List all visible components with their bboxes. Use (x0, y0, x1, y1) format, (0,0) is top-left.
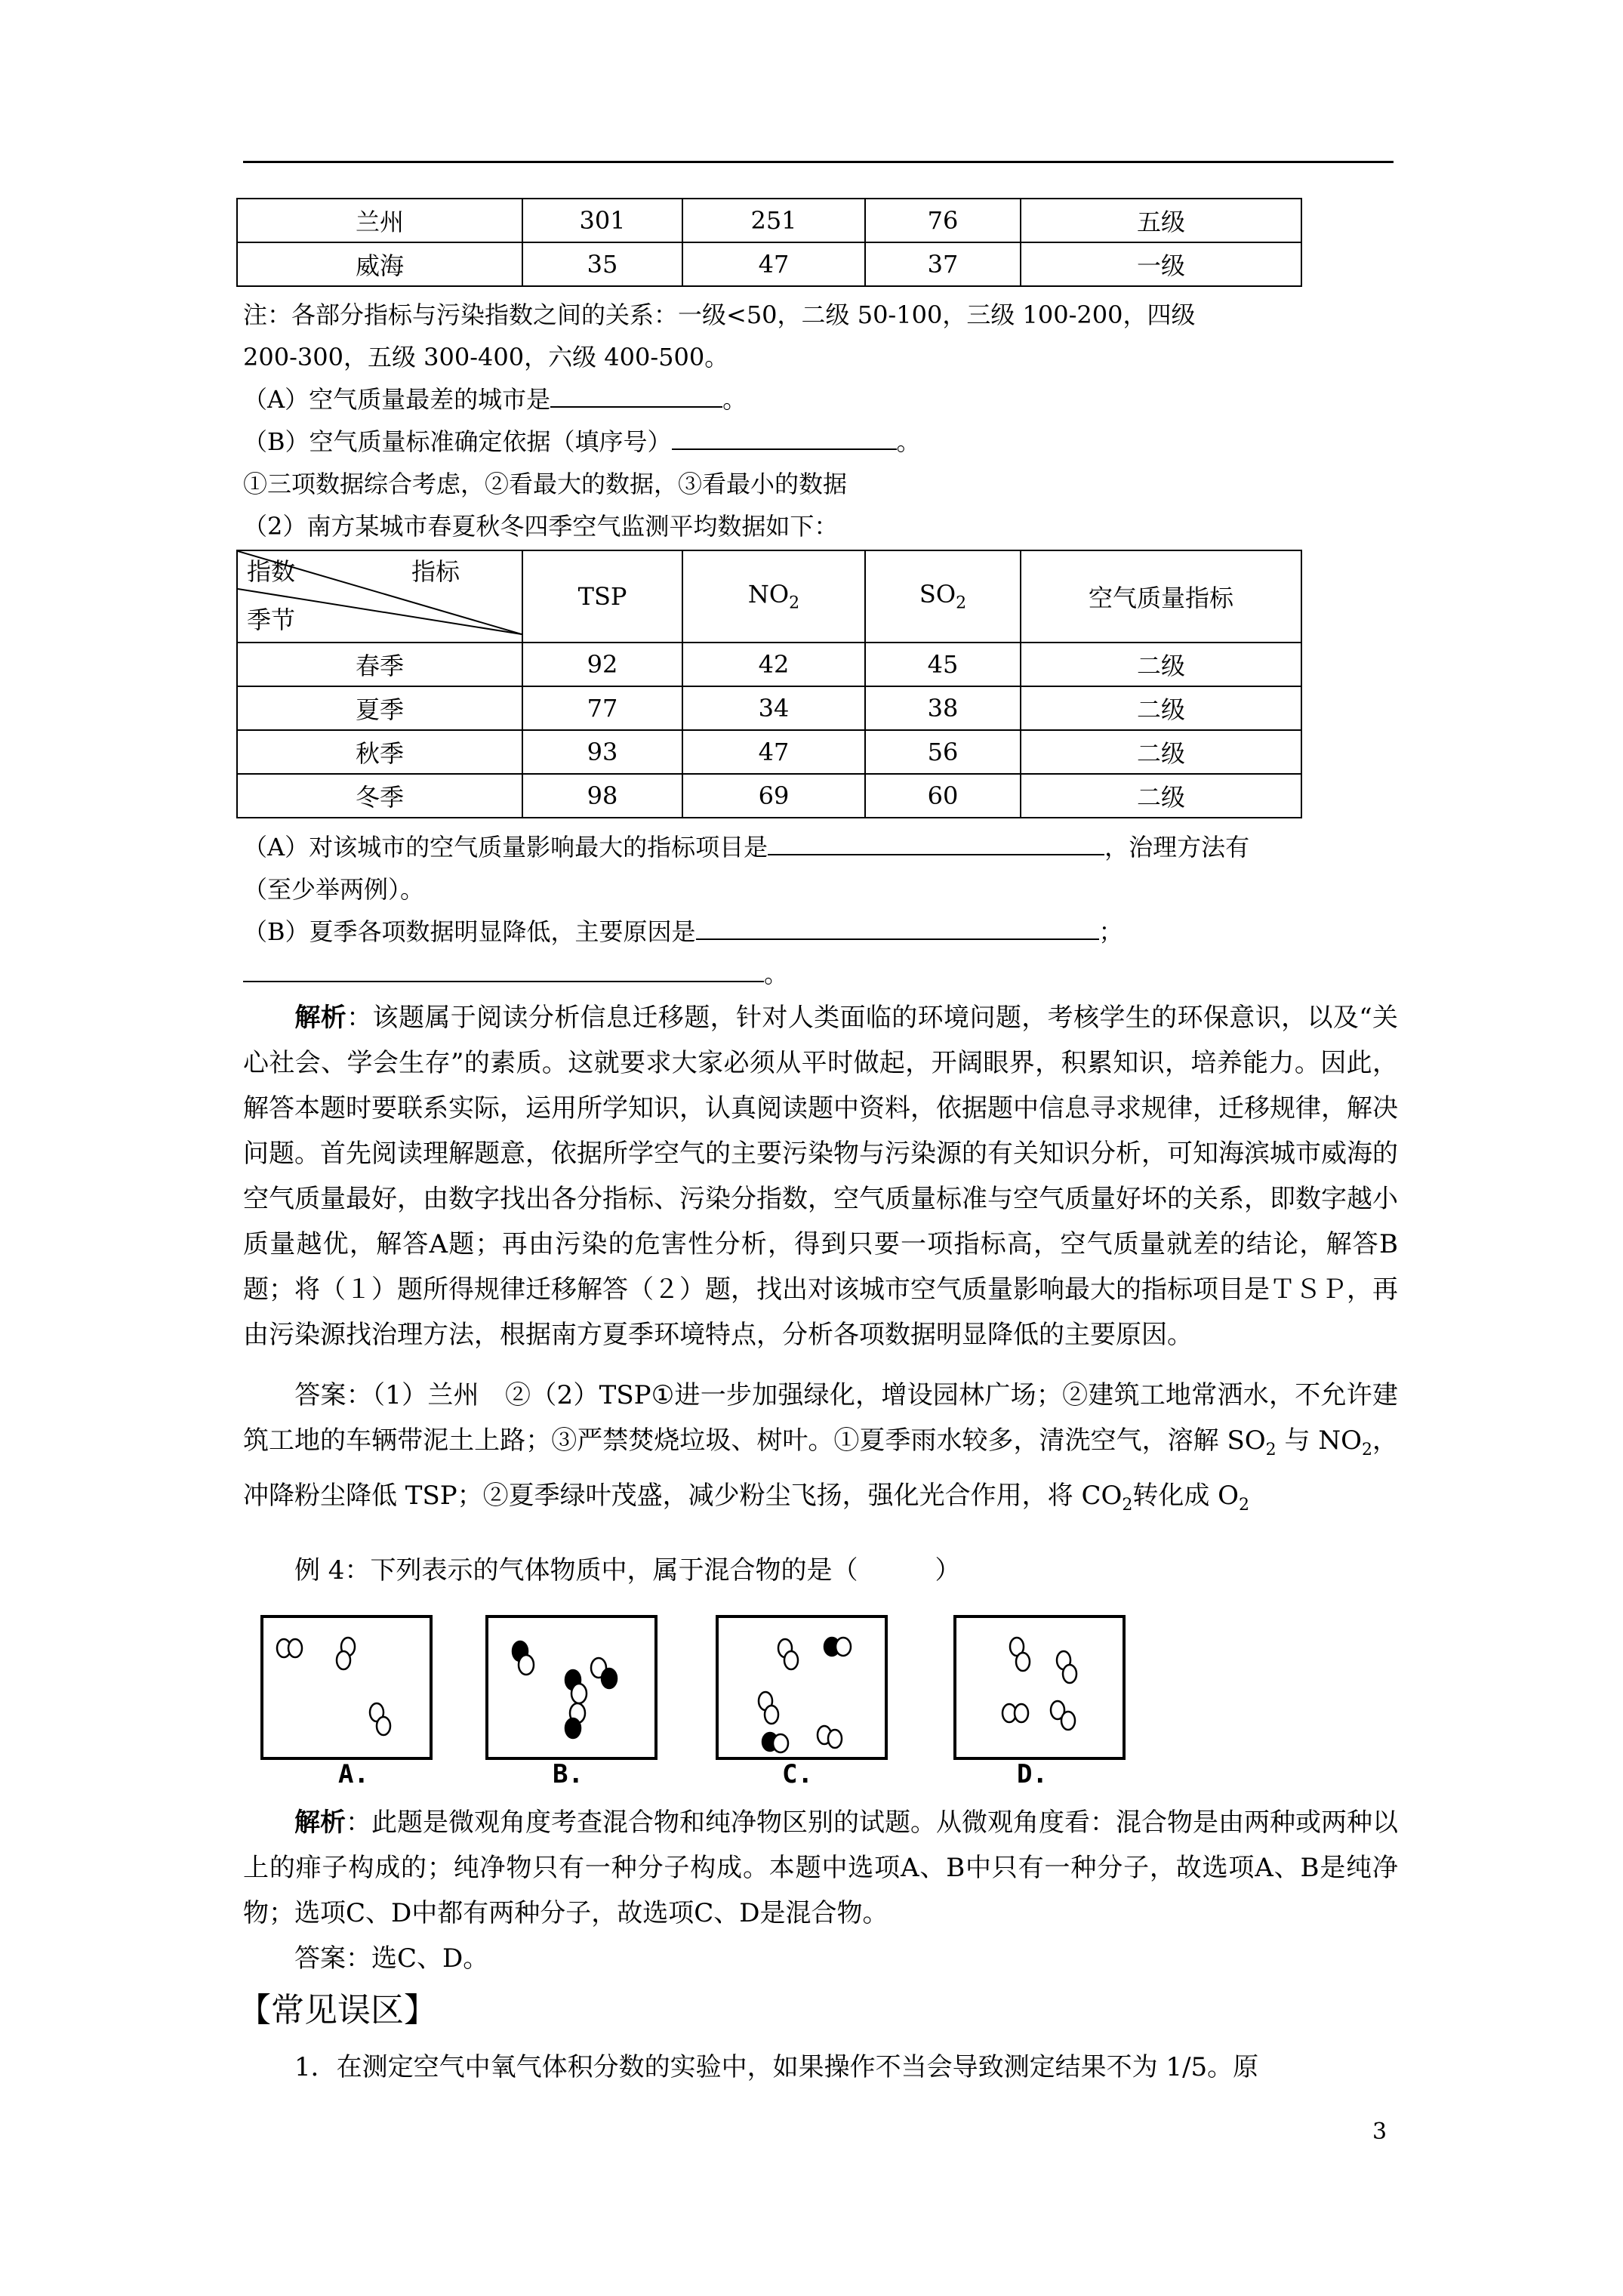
table-row (237, 730, 1301, 774)
column-header-no2 (682, 550, 865, 643)
question-suffix: 。 (896, 427, 921, 456)
table-cell: 冬季 (237, 774, 522, 818)
molecule-diagram-b (488, 1618, 654, 1757)
analysis-paragraph-1 (243, 995, 1398, 1358)
header-text: NO (747, 580, 790, 609)
answer-text: 答案：（1）兰州 ②（2）TSP①进一步加强绿化，增设园林广场；②建筑工地常洒水，不允许建筑工地的车辆带泥土上路；③严禁焚烧垃圾、树叶。①夏季雨水较多，清洗空气，溶解 SO (243, 1380, 1398, 1456)
option-label-c: C. (782, 1759, 813, 1789)
option-box-c (716, 1615, 888, 1760)
table-cell: 69 (682, 774, 865, 818)
table-cell: 93 (522, 730, 682, 774)
column-header-so2 (865, 550, 1021, 643)
table-cell: 56 (865, 730, 1021, 774)
table-cell: 二级 (1021, 730, 1301, 774)
answer-text: ，冲降粉尘降低 TSP；②夏季绿叶茂盛，减少粉尘飞扬，强化光合作用，将 CO (243, 1425, 1398, 1511)
answer-paragraph-2 (243, 1936, 1398, 1981)
subscript: 2 (789, 593, 800, 613)
column-header-tsp: TSP (522, 550, 682, 643)
table-cell: 42 (682, 643, 865, 686)
option-box-b (485, 1615, 658, 1760)
corner-label-index: 指数 (247, 557, 296, 586)
table-header-row (237, 550, 1301, 643)
misconception-item-1 (243, 2045, 1398, 2090)
answer-blank[interactable] (550, 382, 722, 408)
table-cell: 60 (865, 774, 1021, 818)
table-cell: 98 (522, 774, 682, 818)
analysis-text: ：该题属于阅读分析信息迁移题，针对人类面临的环境问题，考核学生的环保意识，以及“关心社会、学会生存”的素质。这就要求大家必须从平时做起，开阔眼界，积累知识，培养能力。因此，解答本题时要联系实际，运用所学知识，认真阅读题中资料，依据题中信息寻求规律，迁移规律，解决问题。首先阅读理解题意，依据所学空气的主要污染物与污染源的有关知识分析，可知海滨城市威海的空气质量最好，由数字找出各分指标、污染分指数，空气质量标准与空气质量好坏的关系，即数字越小质量越优，解答A题；再由污染的危害性分析，得到只要一项指标高，空气质量就差的结论，解答B题；将（１）题所得规律迁移解答（２）题，找出对该城市空气质量影响最大的指标项目是ＴＳＰ，再由污染源找治理方法，根据南方夏季环境特点，分析各项数据明显降低的主要原因。 (243, 1003, 1399, 1350)
question-suffix: ，治理方法有 (1104, 833, 1250, 861)
question-suffix: 。 (764, 960, 789, 988)
answer-blank[interactable] (243, 957, 764, 982)
answer-text: 答案：选C、D。 (294, 1943, 489, 1974)
question-suffix: 。 (722, 385, 747, 414)
question-text: （B）夏季各项数据明显降低，主要原因是 (243, 917, 696, 946)
question-1-options: ①三项数据综合考虑，②看最大的数据，③看最小的数据 (243, 470, 848, 498)
option-label-d: D. (1017, 1759, 1048, 1789)
table-cell: 251 (682, 199, 865, 242)
table-cell: 76 (865, 199, 1021, 242)
option-label-a: A. (338, 1759, 369, 1789)
table-row (237, 242, 1301, 286)
table-cell: 五级 (1021, 199, 1301, 242)
subscript: 2 (956, 593, 967, 613)
analysis-label: 解析 (294, 1808, 346, 1838)
answer-blank[interactable] (696, 914, 1099, 940)
option-label-b: B. (553, 1759, 584, 1789)
table-cell: 春季 (237, 643, 522, 686)
column-header-grade: 空气质量指标 (1021, 550, 1301, 643)
question-1b (243, 424, 921, 460)
question-2a (243, 829, 1249, 865)
table-cell: 二级 (1021, 643, 1301, 686)
table-cell: 92 (522, 643, 682, 686)
molecule-diagram-a (263, 1618, 430, 1757)
analysis-text: ：此题是微观角度考查混合物和纯净物区别的试题。从微观角度看：混合物是由两种或两种以上的痱子构成的；纯净物只有一种分子构成。本题中选项A、B中只有一种分子，故选项A、B是纯净物；选项C、D中都有两种分子，故选项C、D是混合物。 (243, 1808, 1398, 1928)
answer-text: 与 NO (1276, 1425, 1362, 1456)
header-rule (243, 161, 1394, 163)
table-cell: 兰州 (237, 199, 522, 242)
table-cell: 二级 (1021, 686, 1301, 730)
answer-text: 转化成 O (1132, 1480, 1240, 1511)
question-2b-line2 (243, 956, 788, 992)
answer-paragraph-1 (243, 1373, 1398, 1528)
subscript: 2 (1265, 1440, 1277, 1459)
page-number: 3 (1372, 2119, 1387, 2145)
table-cell: 37 (865, 242, 1021, 286)
table-cell: 301 (522, 199, 682, 242)
subscript: 2 (1239, 1495, 1250, 1515)
table-cell: 35 (522, 242, 682, 286)
question-text: 例 4：下列表示的气体物质中，属于混合物的是（ ） (294, 1555, 961, 1586)
table-cell: 77 (522, 686, 682, 730)
diagonal-header-cell (237, 550, 522, 643)
table-cell: 威海 (237, 242, 522, 286)
question-2-intro: （2）南方某城市春夏秋冬四季空气监测平均数据如下： (243, 512, 839, 541)
subscript: 2 (1122, 1495, 1133, 1515)
note-line-1: 注：各部分指标与污染指数之间的关系：一级<50，二级 50-100，三级 100-200，四级 (243, 300, 1196, 329)
header-text: SO (919, 580, 956, 609)
table-cell: 夏季 (237, 686, 522, 730)
question-text: （A）对该城市的空气质量影响最大的指标项目是 (243, 833, 768, 861)
table-cell: 47 (682, 242, 865, 286)
analysis-paragraph-2 (243, 1800, 1398, 1936)
table-row (237, 199, 1301, 242)
section-heading: 【常见误区】 (238, 1991, 437, 2029)
corner-label-indicator: 指标 (411, 557, 460, 586)
table-cell: 47 (682, 730, 865, 774)
table-cell: 34 (682, 686, 865, 730)
answer-blank[interactable] (768, 830, 1104, 855)
note-line-2: 200-300，五级 300-400，六级 400-500。 (243, 343, 729, 371)
table-cell: 45 (865, 643, 1021, 686)
question-1a (243, 381, 747, 418)
example-4-question (243, 1548, 1398, 1593)
table-row (237, 643, 1301, 686)
corner-label-season: 季节 (247, 606, 296, 634)
answer-blank[interactable] (672, 424, 897, 450)
table-cell: 一级 (1021, 242, 1301, 286)
question-text: （A）空气质量最差的城市是 (243, 385, 551, 414)
table-cell: 秋季 (237, 730, 522, 774)
season-table (236, 550, 1302, 818)
question-text: （B）空气质量标准确定依据（填序号） (243, 427, 672, 456)
question-2a-line2: （至少举两例）。 (243, 875, 425, 904)
molecule-diagram-c (719, 1618, 885, 1757)
table-row (237, 686, 1301, 730)
table-cell: 二级 (1021, 774, 1301, 818)
option-box-d (953, 1615, 1126, 1760)
molecule-diagram-d (956, 1618, 1123, 1757)
question-2b (243, 914, 1123, 950)
table-row (237, 774, 1301, 818)
city-table (236, 198, 1302, 287)
subscript: 2 (1361, 1440, 1372, 1459)
table-cell: 38 (865, 686, 1021, 730)
option-box-a (260, 1615, 433, 1760)
analysis-label: 解析 (294, 1003, 347, 1033)
misconception-text: 1．在测定空气中氧气体积分数的实验中，如果操作不当会导致测定结果不为 1/5。原 (294, 2052, 1259, 2082)
question-suffix: ； (1098, 917, 1123, 946)
